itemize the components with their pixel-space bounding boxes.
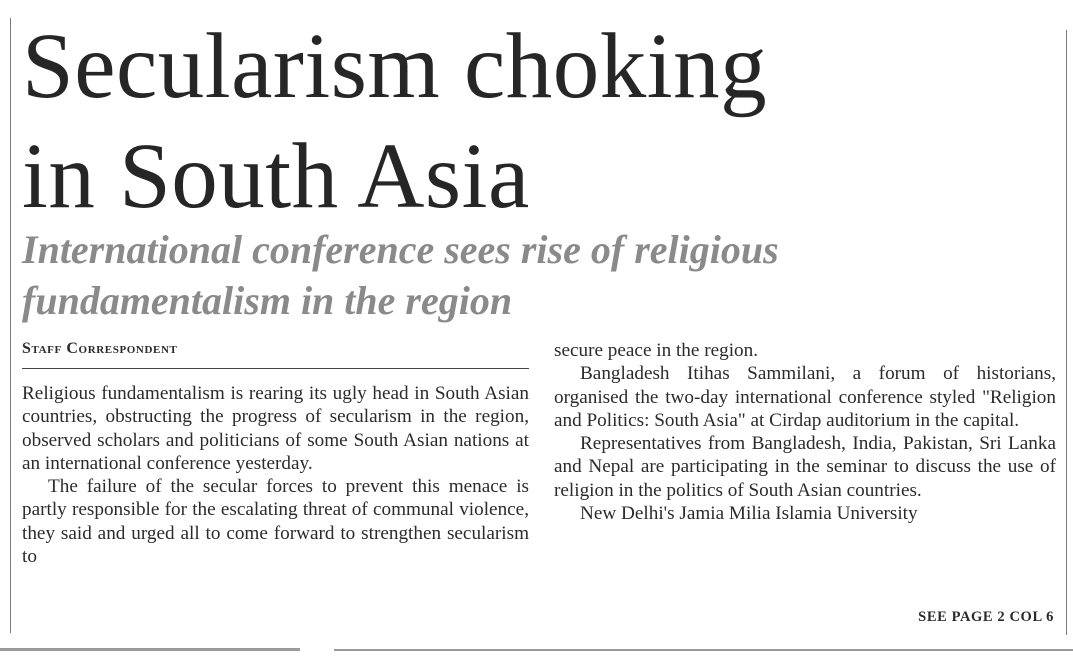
subheadline — [22, 224, 1052, 326]
bottom-rule-right — [334, 649, 1073, 651]
byline-rule — [22, 368, 529, 369]
paragraph: New Delhi's Jamia Milia Islamia University — [580, 503, 918, 525]
right-column-rule — [1066, 30, 1067, 635]
headline-line-1: Secularism choking — [22, 15, 768, 118]
continuation-note: SEE PAGE 2 COL 6 — [918, 609, 1054, 625]
subheadline-line-2: fundamentalism in the region — [22, 278, 513, 323]
left-column-rule — [10, 18, 11, 633]
bottom-rule-left — [0, 648, 300, 651]
paragraph: Representatives from Bangladesh, India, Pakistan, Sri Lanka and Nepal are participating in the seminar to discuss the use of religion in the politics of South Asian countries. — [554, 433, 1056, 501]
article-column-right — [554, 339, 1056, 525]
headline-line-2: in South Asia — [22, 125, 530, 228]
paragraph: The failure of the secular forces to prevent this menace is partly responsible for the escalating threat of communal violence, they said and urged all to come forward to strengthen secularism to — [22, 476, 529, 568]
paragraph: Bangladesh Itihas Sammilani, a forum of historians, organised the two-day international conference styled "Religion and Politics: South Asia" at Cirdap auditorium in the capital. — [554, 363, 1056, 431]
byline: Staff Correspondent — [22, 340, 178, 357]
paragraph: Religious fundamentalism is rearing its ugly head in South Asian countries, obstructing the progress of secularism in the region, observed scholars and politicians of some South Asian nations at an international conference yesterday. — [22, 383, 529, 474]
paragraph: secure peace in the region. — [554, 340, 759, 361]
article-column-left — [22, 382, 529, 568]
headline — [22, 12, 1052, 232]
subheadline-line-1: International conference sees rise of religious — [22, 227, 779, 272]
